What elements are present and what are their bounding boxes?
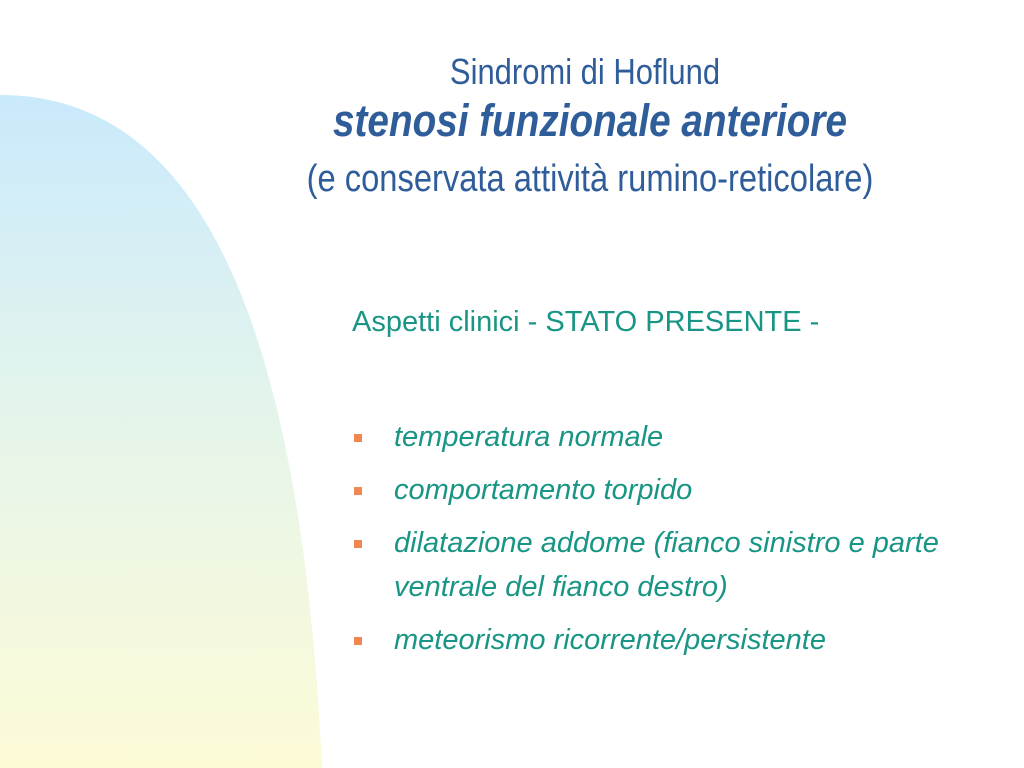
list-item bbox=[352, 468, 1024, 512]
section-heading: Aspetti clinici - STATO PRESENTE - bbox=[352, 306, 820, 338]
list-item-text: meteorismo ricorrente/persistente bbox=[394, 624, 826, 656]
square-bullet-icon bbox=[354, 487, 362, 495]
list-item-text: temperatura normale bbox=[394, 421, 664, 453]
list-item bbox=[352, 618, 1024, 662]
bullet-list bbox=[352, 415, 1024, 671]
square-bullet-icon bbox=[354, 637, 362, 645]
square-bullet-icon bbox=[354, 434, 362, 442]
title-note: (e conservata attività rumino-reticolare) bbox=[306, 158, 874, 200]
list-item-text: dilatazione addome (fianco sinistro e parte ventrale del fianco destro) bbox=[394, 527, 939, 603]
square-bullet-icon bbox=[354, 540, 362, 548]
title-main: Sindromi di Hoflund bbox=[449, 51, 721, 92]
title-subtitle: stenosi funzionale anteriore bbox=[333, 95, 847, 146]
list-item bbox=[352, 521, 1024, 609]
list-item-text: comportamento torpido bbox=[394, 474, 693, 506]
list-item bbox=[352, 415, 1024, 459]
